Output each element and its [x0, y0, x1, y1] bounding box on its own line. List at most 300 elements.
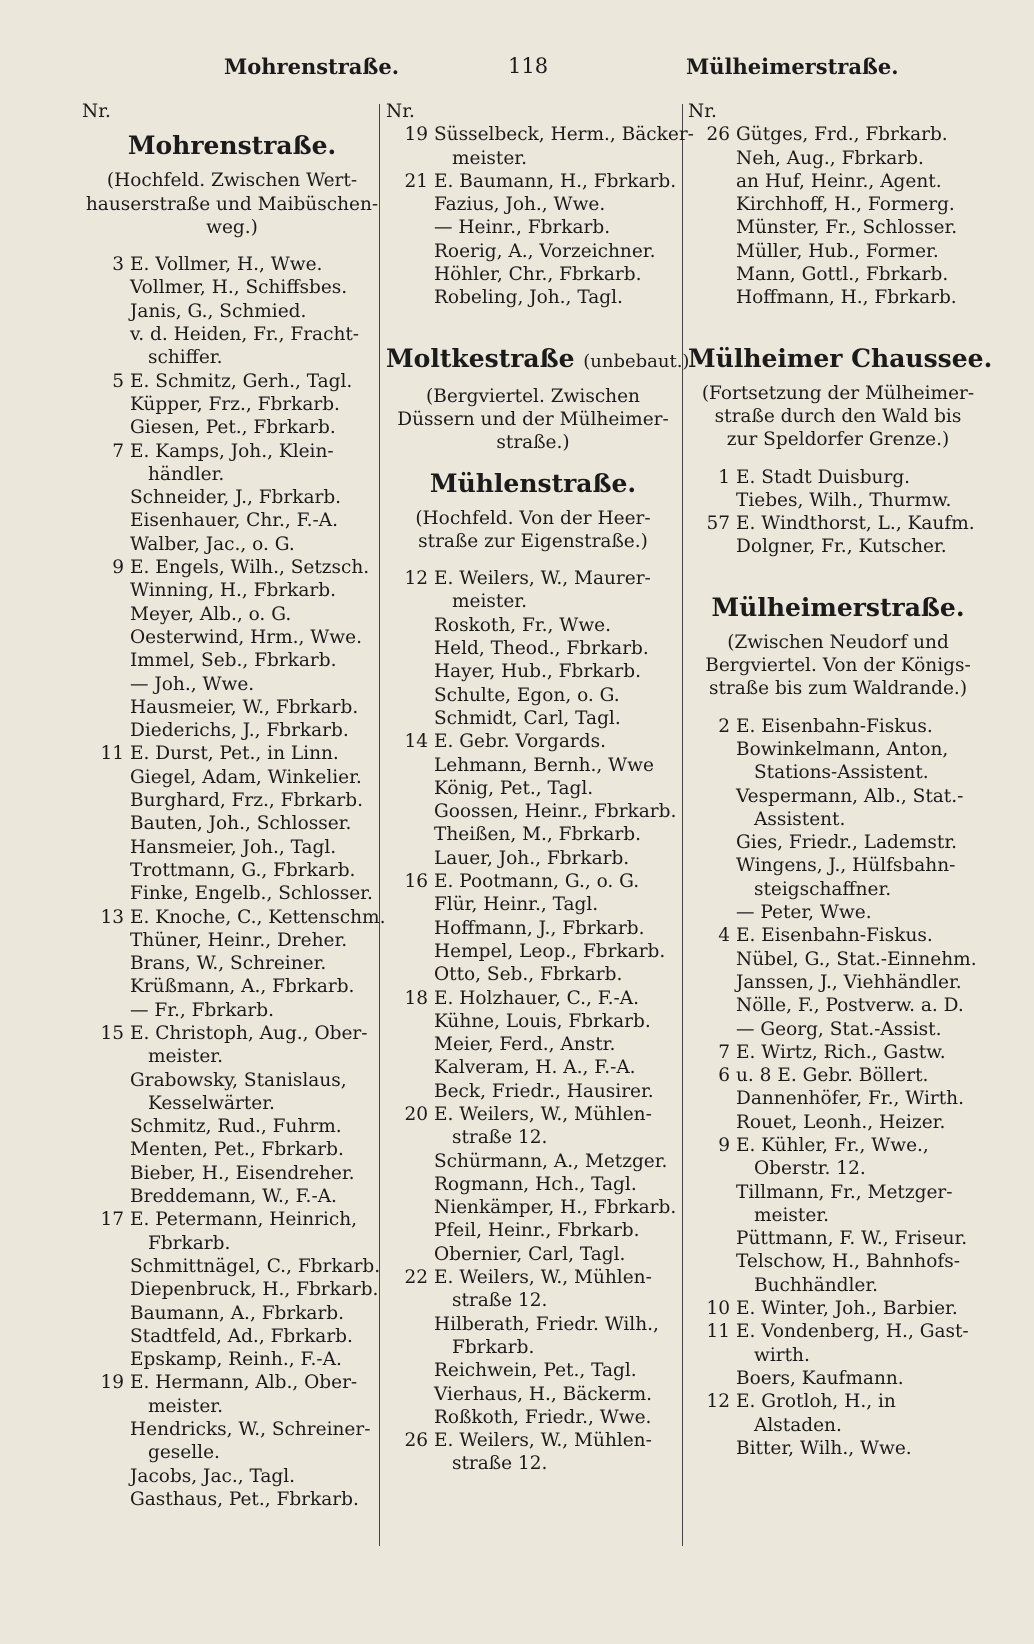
house-number: 20 [404, 1103, 428, 1125]
entry-text: Püttmann, F. W., Friseur. [736, 1228, 968, 1250]
house-number: 22 [404, 1267, 428, 1289]
entry-text: König, Pet., Tagl. [434, 777, 594, 799]
entry-text: u. 8 E. Gebr. Böllert. [736, 1065, 929, 1087]
entry-text: wirth. [754, 1344, 810, 1366]
street-description [688, 382, 988, 452]
entry-text: Giegel, Adam, Winkelier. [130, 766, 362, 788]
desc-line: (Hochfeld. Von der Heer- [415, 507, 651, 529]
directory-entry [82, 1278, 382, 1301]
directory-entry [82, 1395, 382, 1418]
entry-text: Bieber, H., Eisendreher. [130, 1162, 355, 1184]
entry-text: Kirchhoff, H., Formerg. [736, 194, 955, 216]
directory-entry [688, 147, 988, 170]
entry-text: E. Pootmann, G., o. G. [434, 871, 640, 893]
entry-text: Baumann, A., Fbrkarb. [130, 1302, 345, 1324]
entry-text: E. Gebr. Vorgards. [434, 731, 606, 753]
entry-text: E. Hermann, Alb., Ober- [130, 1372, 358, 1394]
street-heading-moltkestrasse [386, 343, 690, 377]
entry-text: meister. [754, 1204, 829, 1226]
entry-text: Gütges, Frd., Fbrkarb. [736, 124, 948, 146]
entry-text: Assistent. [754, 808, 846, 830]
directory-entry [386, 1010, 680, 1033]
directory-entry [688, 1367, 988, 1390]
house-number: 12 [404, 568, 428, 590]
directory-entry [688, 854, 988, 877]
desc-line: Düssern und der Mülheimer- [397, 408, 669, 430]
entry-text: straße 12. [452, 1453, 548, 1475]
directory-entry [82, 1348, 382, 1371]
directory-entry [688, 831, 988, 854]
header-right-street: Mülheimerstraße. [686, 54, 899, 79]
directory-entry [386, 147, 680, 170]
house-number: 15 [100, 1022, 124, 1044]
entry-text: Stations-Assistent. [754, 762, 929, 784]
entry-text: E. Kühler, Fr., Wwe., [736, 1134, 929, 1156]
street-heading-muelheimer-chaussee: Mülheimer Chaussee. [688, 343, 993, 373]
entry-text: E. Baumann, H., Fbrkarb. [434, 170, 677, 192]
entry-list [386, 567, 680, 1476]
entry-text: Bauten, Joh., Schlosser. [130, 813, 352, 835]
directory-entry [386, 216, 680, 239]
directory-entry [386, 1406, 680, 1429]
entry-text: Telschow, H., Bahnhofs- [736, 1251, 960, 1273]
entry-text: Süsselbeck, Herm., Bäcker- [434, 124, 694, 146]
directory-entry [82, 509, 382, 532]
directory-entry [688, 1041, 988, 1064]
directory-entry [82, 346, 382, 369]
house-number: 7 [112, 440, 124, 462]
directory-entry [82, 370, 382, 393]
entry-text: meister. [148, 1395, 223, 1417]
directory-entry [82, 859, 382, 882]
house-number: 1 [718, 466, 730, 488]
entry-text: Rogmann, Hch., Tagl. [434, 1173, 637, 1195]
house-number: 9 [112, 557, 124, 579]
directory-entry [386, 1126, 680, 1149]
house-number: 9 [718, 1134, 730, 1156]
entry-text: straße 12. [452, 1290, 548, 1312]
entry-text: Pfeil, Heinr., Fbrkarb. [434, 1220, 640, 1242]
directory-entry [688, 512, 988, 535]
entry-text: v. d. Heiden, Fr., Fracht- [130, 324, 360, 346]
entry-text: Nübel, G., Stat.-Einnehm. [736, 948, 977, 970]
house-number: 18 [404, 987, 428, 1009]
desc-line: (Zwischen Neudorf und [727, 631, 949, 653]
entry-list [386, 123, 694, 309]
directory-entry [82, 300, 382, 323]
column-rule-2 [682, 104, 683, 1546]
entry-text: Meier, Ferd., Anstr. [434, 1034, 616, 1056]
entry-text: Fbrkarb. [452, 1336, 535, 1358]
entry-text: Thüner, Heinr., Dreher. [130, 929, 348, 951]
directory-entry [82, 1185, 382, 1208]
entry-text: Schmitz, Rud., Fuhrm. [130, 1116, 342, 1138]
directory-entry [688, 1250, 988, 1273]
entry-text: Dannenhöfer, Fr., Wirth. [736, 1088, 964, 1110]
directory-entry [386, 823, 680, 846]
directory-entry [82, 1162, 382, 1185]
entry-text: Janis, G., Schmied. [130, 300, 307, 322]
directory-entry [688, 785, 988, 808]
directory-entry [688, 1157, 988, 1180]
entry-text: Meyer, Alb., o. G. [130, 603, 292, 625]
directory-entry [688, 1274, 988, 1297]
directory-entry [688, 489, 988, 512]
house-number: 2 [718, 715, 730, 737]
entry-text: Höhler, Chr., Fbrkarb. [434, 264, 642, 286]
entry-text: Tillmann, Fr., Metzger- [736, 1181, 953, 1203]
directory-entry [688, 535, 988, 558]
directory-entry [386, 660, 680, 683]
house-number: 12 [706, 1391, 730, 1413]
directory-entry [82, 789, 382, 812]
directory-entry [82, 1208, 382, 1231]
entry-text: Bowinkelmann, Anton, [736, 738, 949, 760]
entry-text: Fbrkarb. [148, 1232, 231, 1254]
entry-text: E. Petermann, Heinrich, [130, 1209, 358, 1231]
house-number: 26 [706, 124, 730, 146]
entry-text: E. Weilers, W., Mühlen- [434, 1267, 652, 1289]
column-3 [688, 100, 993, 1624]
directory-entry [688, 1018, 988, 1041]
entry-text: Schmidt, Carl, Tagl. [434, 707, 621, 729]
directory-entry [82, 393, 382, 416]
directory-entry [386, 963, 680, 986]
directory-entry [82, 253, 382, 276]
entry-text: Neh, Aug., Fbrkarb. [736, 147, 924, 169]
directory-entry [82, 882, 382, 905]
entry-text: Vollmer, H., Schiffsbes. [130, 277, 348, 299]
directory-entry [82, 276, 382, 299]
entry-list [82, 253, 386, 1511]
entry-text: Buchhändler. [754, 1274, 879, 1296]
directory-entry [82, 1045, 382, 1068]
directory-entry [82, 766, 382, 789]
directory-entry [82, 1069, 382, 1092]
directory-entry [82, 463, 382, 486]
directory-entry [82, 556, 382, 579]
entry-text: Diederichs, J., Fbrkarb. [130, 720, 349, 742]
directory-entry [82, 929, 382, 952]
directory-entry [82, 812, 382, 835]
directory-entry [688, 878, 988, 901]
entry-text: Goossen, Heinr., Fbrkarb. [434, 801, 677, 823]
directory-entry [688, 1414, 988, 1437]
entry-text: Menten, Pet., Fbrkarb. [130, 1139, 344, 1161]
directory-entry [82, 1441, 382, 1464]
directory-entry [82, 673, 382, 696]
entry-text: Küpper, Frz., Fbrkarb. [130, 393, 340, 415]
directory-entry [386, 777, 680, 800]
directory-entry [386, 1033, 680, 1056]
directory-entry [386, 567, 680, 590]
entry-text: Kühne, Louis, Fbrkarb. [434, 1010, 651, 1032]
directory-entry [82, 1255, 382, 1278]
entry-text: — Fr., Fbrkarb. [130, 999, 274, 1021]
directory-entry [386, 917, 680, 940]
entry-text: E. Weilers, W., Mühlen- [434, 1103, 652, 1125]
house-number: 26 [404, 1430, 428, 1452]
directory-entry [82, 999, 382, 1022]
directory-entry [688, 901, 988, 924]
nr-label: Nr. [82, 101, 111, 122]
nr-label: Nr. [386, 101, 415, 122]
entry-text: E. Knoche, C., Kettenschm. [130, 906, 386, 928]
entry-text: Gasthaus, Pet., Fbrkarb. [130, 1488, 359, 1510]
directory-entry [386, 1080, 680, 1103]
entry-text: Breddemann, W., F.-A. [130, 1186, 337, 1208]
entry-text: E. Grotloh, H., in [736, 1391, 896, 1413]
directory-entry [688, 466, 988, 489]
entry-text: händler. [148, 463, 225, 485]
entry-text: Hausmeier, W., Fbrkarb. [130, 696, 359, 718]
entry-text: E. Eisenbahn-Fiskus. [736, 715, 933, 737]
directory-entry [82, 1302, 382, 1325]
desc-line: straße bis zum Waldrande.) [708, 678, 968, 700]
house-number: 21 [404, 170, 428, 192]
directory-entry [386, 1266, 680, 1289]
entry-text: Nienkämper, H., Fbrkarb. [434, 1197, 677, 1219]
entry-text: steigschaffner. [754, 878, 892, 900]
street-description [688, 631, 988, 701]
house-number: 16 [404, 871, 428, 893]
house-number: 14 [404, 731, 428, 753]
directory-entry [386, 193, 680, 216]
directory-entry [82, 1138, 382, 1161]
desc-line: Bergviertel. Von der Königs- [705, 655, 971, 677]
directory-entry [688, 1320, 988, 1343]
entry-text: Hempel, Leop., Fbrkarb. [434, 940, 666, 962]
directory-entry [386, 1219, 680, 1242]
house-number: 17 [100, 1209, 124, 1231]
entry-list [688, 715, 988, 1461]
house-number: 19 [100, 1372, 124, 1394]
directory-entry [688, 1297, 988, 1320]
entry-text: Fazius, Joh., Wwe. [434, 194, 606, 216]
directory-entry [688, 263, 988, 286]
directory-entry [386, 1359, 680, 1382]
directory-entry [386, 263, 680, 286]
directory-entry [688, 1181, 988, 1204]
desc-line: straße durch den Wald bis [714, 405, 962, 427]
house-number: 57 [706, 513, 730, 535]
entry-text: Immel, Seb., Fbrkarb. [130, 650, 337, 672]
column-1 [82, 100, 386, 1624]
directory-entry [688, 1390, 988, 1413]
directory-entry [386, 707, 680, 730]
entry-text: Brans, W., Schreiner. [130, 953, 327, 975]
entry-text: Lauer, Joh., Fbrkarb. [434, 847, 630, 869]
entry-text: Theißen, M., Fbrkarb. [434, 824, 642, 846]
house-number: 10 [706, 1298, 730, 1320]
entry-text: Alstaden. [754, 1414, 842, 1436]
entry-text: Oberstr. 12. [754, 1158, 866, 1180]
entry-text: Epskamp, Reinh., F.-A. [130, 1349, 342, 1371]
house-number: 19 [404, 124, 428, 146]
directory-entry [82, 416, 382, 439]
entry-text: Winning, H., Fbrkarb. [130, 580, 336, 602]
directory-entry [82, 649, 382, 672]
entry-text: Otto, Seb., Fbrkarb. [434, 964, 623, 986]
directory-entry [688, 948, 988, 971]
entry-text: Reichwein, Pet., Tagl. [434, 1360, 637, 1382]
entry-text: Lehmann, Bernh., Wwe [434, 754, 654, 776]
directory-entry [82, 603, 382, 626]
house-number: 3 [112, 254, 124, 276]
entry-text: E. Stadt Duisburg. [736, 466, 911, 488]
entry-text: straße 12. [452, 1127, 548, 1149]
directory-entry [386, 614, 680, 637]
directory-entry [82, 579, 382, 602]
entry-text: Gies, Friedr., Lademstr. [736, 832, 958, 854]
entry-text: Roßkoth, Friedr., Wwe. [434, 1406, 652, 1428]
directory-entry [688, 123, 988, 146]
house-number: 6 [718, 1065, 730, 1087]
directory-entry [82, 952, 382, 975]
directory-entry [82, 486, 382, 509]
directory-entry [386, 123, 694, 146]
entry-text: Robeling, Joh., Tagl. [434, 287, 623, 309]
entry-text: Burghard, Frz., Fbrkarb. [130, 790, 363, 812]
entry-text: schiffer. [148, 347, 223, 369]
house-number: 7 [718, 1041, 730, 1063]
directory-entry [386, 1313, 680, 1336]
entry-text: Schneider, J., Fbrkarb. [130, 487, 342, 509]
entry-text: Tiebes, Wilh., Thurmw. [736, 489, 952, 511]
desc-line: zur Speldorfer Grenze.) [726, 429, 950, 451]
entry-text: — Peter, Wwe. [736, 902, 872, 924]
directory-entry [688, 170, 988, 193]
entry-text: E. Schmitz, Gerh., Tagl. [130, 370, 353, 392]
desc-line: (Bergviertel. Zwischen [426, 385, 640, 407]
entry-text: Bitter, Wilh., Wwe. [736, 1437, 912, 1459]
desc-line: weg.) [206, 216, 258, 238]
street-description [82, 169, 382, 239]
entry-text: Flür, Heinr., Tagl. [434, 894, 599, 916]
street-description [386, 507, 680, 554]
entry-text: Nölle, F., Postverw. a. D. [736, 995, 964, 1017]
page-number: 118 [508, 54, 549, 78]
entry-list [688, 123, 988, 309]
directory-entry [386, 893, 680, 916]
entry-text: E. Windthorst, L., Kaufm. [736, 513, 975, 535]
entry-text: Diepenbruck, H., Fbrkarb. [130, 1279, 379, 1301]
directory-entry [688, 193, 988, 216]
house-number: 4 [718, 925, 730, 947]
entry-text: Hayer, Hub., Fbrkarb. [434, 661, 641, 683]
directory-entry [688, 1111, 988, 1134]
street-heading-mohrenstrasse: Mohrenstraße. [127, 131, 337, 161]
directory-entry [386, 1336, 680, 1359]
entry-text: Schürmann, A., Metzger. [434, 1150, 668, 1172]
entry-text: Kesselwärter. [148, 1092, 275, 1114]
directory-entry [82, 1418, 382, 1441]
directory-entry [688, 715, 988, 738]
directory-entry [82, 975, 382, 998]
directory-entry [386, 637, 680, 660]
entry-text: — Georg, Stat.-Assist. [736, 1018, 942, 1040]
running-head [0, 54, 1034, 88]
street-heading-muelheimerstrasse: Mülheimerstraße. [711, 592, 965, 622]
entry-text: Rouet, Leonh., Heizer. [736, 1111, 946, 1133]
directory-entry [386, 1196, 680, 1219]
entry-text: Stadtfeld, Ad., Fbrkarb. [130, 1325, 353, 1347]
directory-entry [688, 240, 988, 263]
desc-line: (Fortsetzung der Mülheimer- [701, 382, 975, 404]
directory-entry [688, 761, 988, 784]
desc-line: straße zur Eigenstraße.) [418, 530, 648, 552]
entry-text: Wingens, J., Hülfsbahn- [736, 855, 956, 877]
directory-entry [688, 216, 988, 239]
entry-text: E. Christoph, Aug., Ober- [130, 1022, 368, 1044]
entry-text: E. Weilers, W., Maurer- [434, 568, 651, 590]
entry-text: Münster, Fr., Schlosser. [736, 217, 958, 239]
directory-entry [82, 836, 382, 859]
entry-text: Kalveram, H. A., F.-A. [434, 1057, 636, 1079]
entry-text: meister. [452, 591, 527, 613]
entry-text: an Huf, Heinr., Agent. [736, 170, 942, 192]
street-name: Moltkestraße [386, 343, 575, 373]
directory-entry [386, 847, 680, 870]
entry-text: Hendricks, W., Schreiner- [130, 1419, 371, 1441]
entry-text: — Joh., Wwe. [130, 673, 255, 695]
directory-entry [688, 1064, 988, 1087]
entry-text: Roskoth, Fr., Wwe. [434, 614, 611, 636]
directory-entry [688, 924, 988, 947]
directory-entry [82, 1115, 382, 1138]
entry-text: meister. [452, 147, 527, 169]
directory-entry [688, 286, 988, 309]
entry-text: Trottmann, G., Fbrkarb. [130, 859, 356, 881]
directory-entry [386, 1243, 680, 1266]
entry-text: Roerig, A., Vorzeichner. [434, 240, 656, 262]
entry-text: Finke, Engelb., Schlosser. [130, 883, 373, 905]
entry-text: Schmittnägel, C., Fbrkarb. [130, 1255, 381, 1277]
house-number: 11 [706, 1321, 730, 1343]
entry-text: meister. [148, 1046, 223, 1068]
directory-entry [688, 1437, 988, 1460]
header-left-street: Mohrenstraße. [224, 54, 400, 79]
entry-text: Beck, Friedr., Hausirer. [434, 1080, 654, 1102]
directory-entry [82, 1232, 382, 1255]
nr-label: Nr. [688, 101, 717, 122]
entry-text: E. Durst, Pet., in Linn. [130, 743, 339, 765]
directory-entry [688, 1087, 988, 1110]
entry-text: Dolgner, Fr., Kutscher. [736, 536, 947, 558]
entry-text: E. Weilers, W., Mühlen- [434, 1430, 652, 1452]
desc-line: straße.) [496, 432, 570, 454]
house-number: 11 [100, 743, 124, 765]
directory-entry [82, 1371, 382, 1394]
entry-text: E. Kamps, Joh., Klein- [130, 440, 334, 462]
house-number: 5 [112, 370, 124, 392]
entry-text: Obernier, Carl, Tagl. [434, 1243, 626, 1265]
entry-text: Jacobs, Jac., Tagl. [130, 1465, 296, 1487]
directory-entry [688, 808, 988, 831]
directory-entry [688, 1204, 988, 1227]
directory-entry [82, 719, 382, 742]
directory-entry [82, 440, 382, 463]
entry-text: Vierhaus, H., Bäckerm. [434, 1383, 653, 1405]
entry-text: E. Holzhauer, C., F.-A. [434, 987, 640, 1009]
directory-entry [386, 286, 680, 309]
entry-text: E. Eisenbahn-Fiskus. [736, 925, 933, 947]
entry-text: E. Wirtz, Rich., Gastw. [736, 1041, 946, 1063]
directory-entry [82, 1465, 382, 1488]
directory-entry [82, 1325, 382, 1348]
entry-text: Vespermann, Alb., Stat.- [736, 785, 964, 807]
entry-text: Grabowsky, Stanislaus, [130, 1069, 347, 1091]
